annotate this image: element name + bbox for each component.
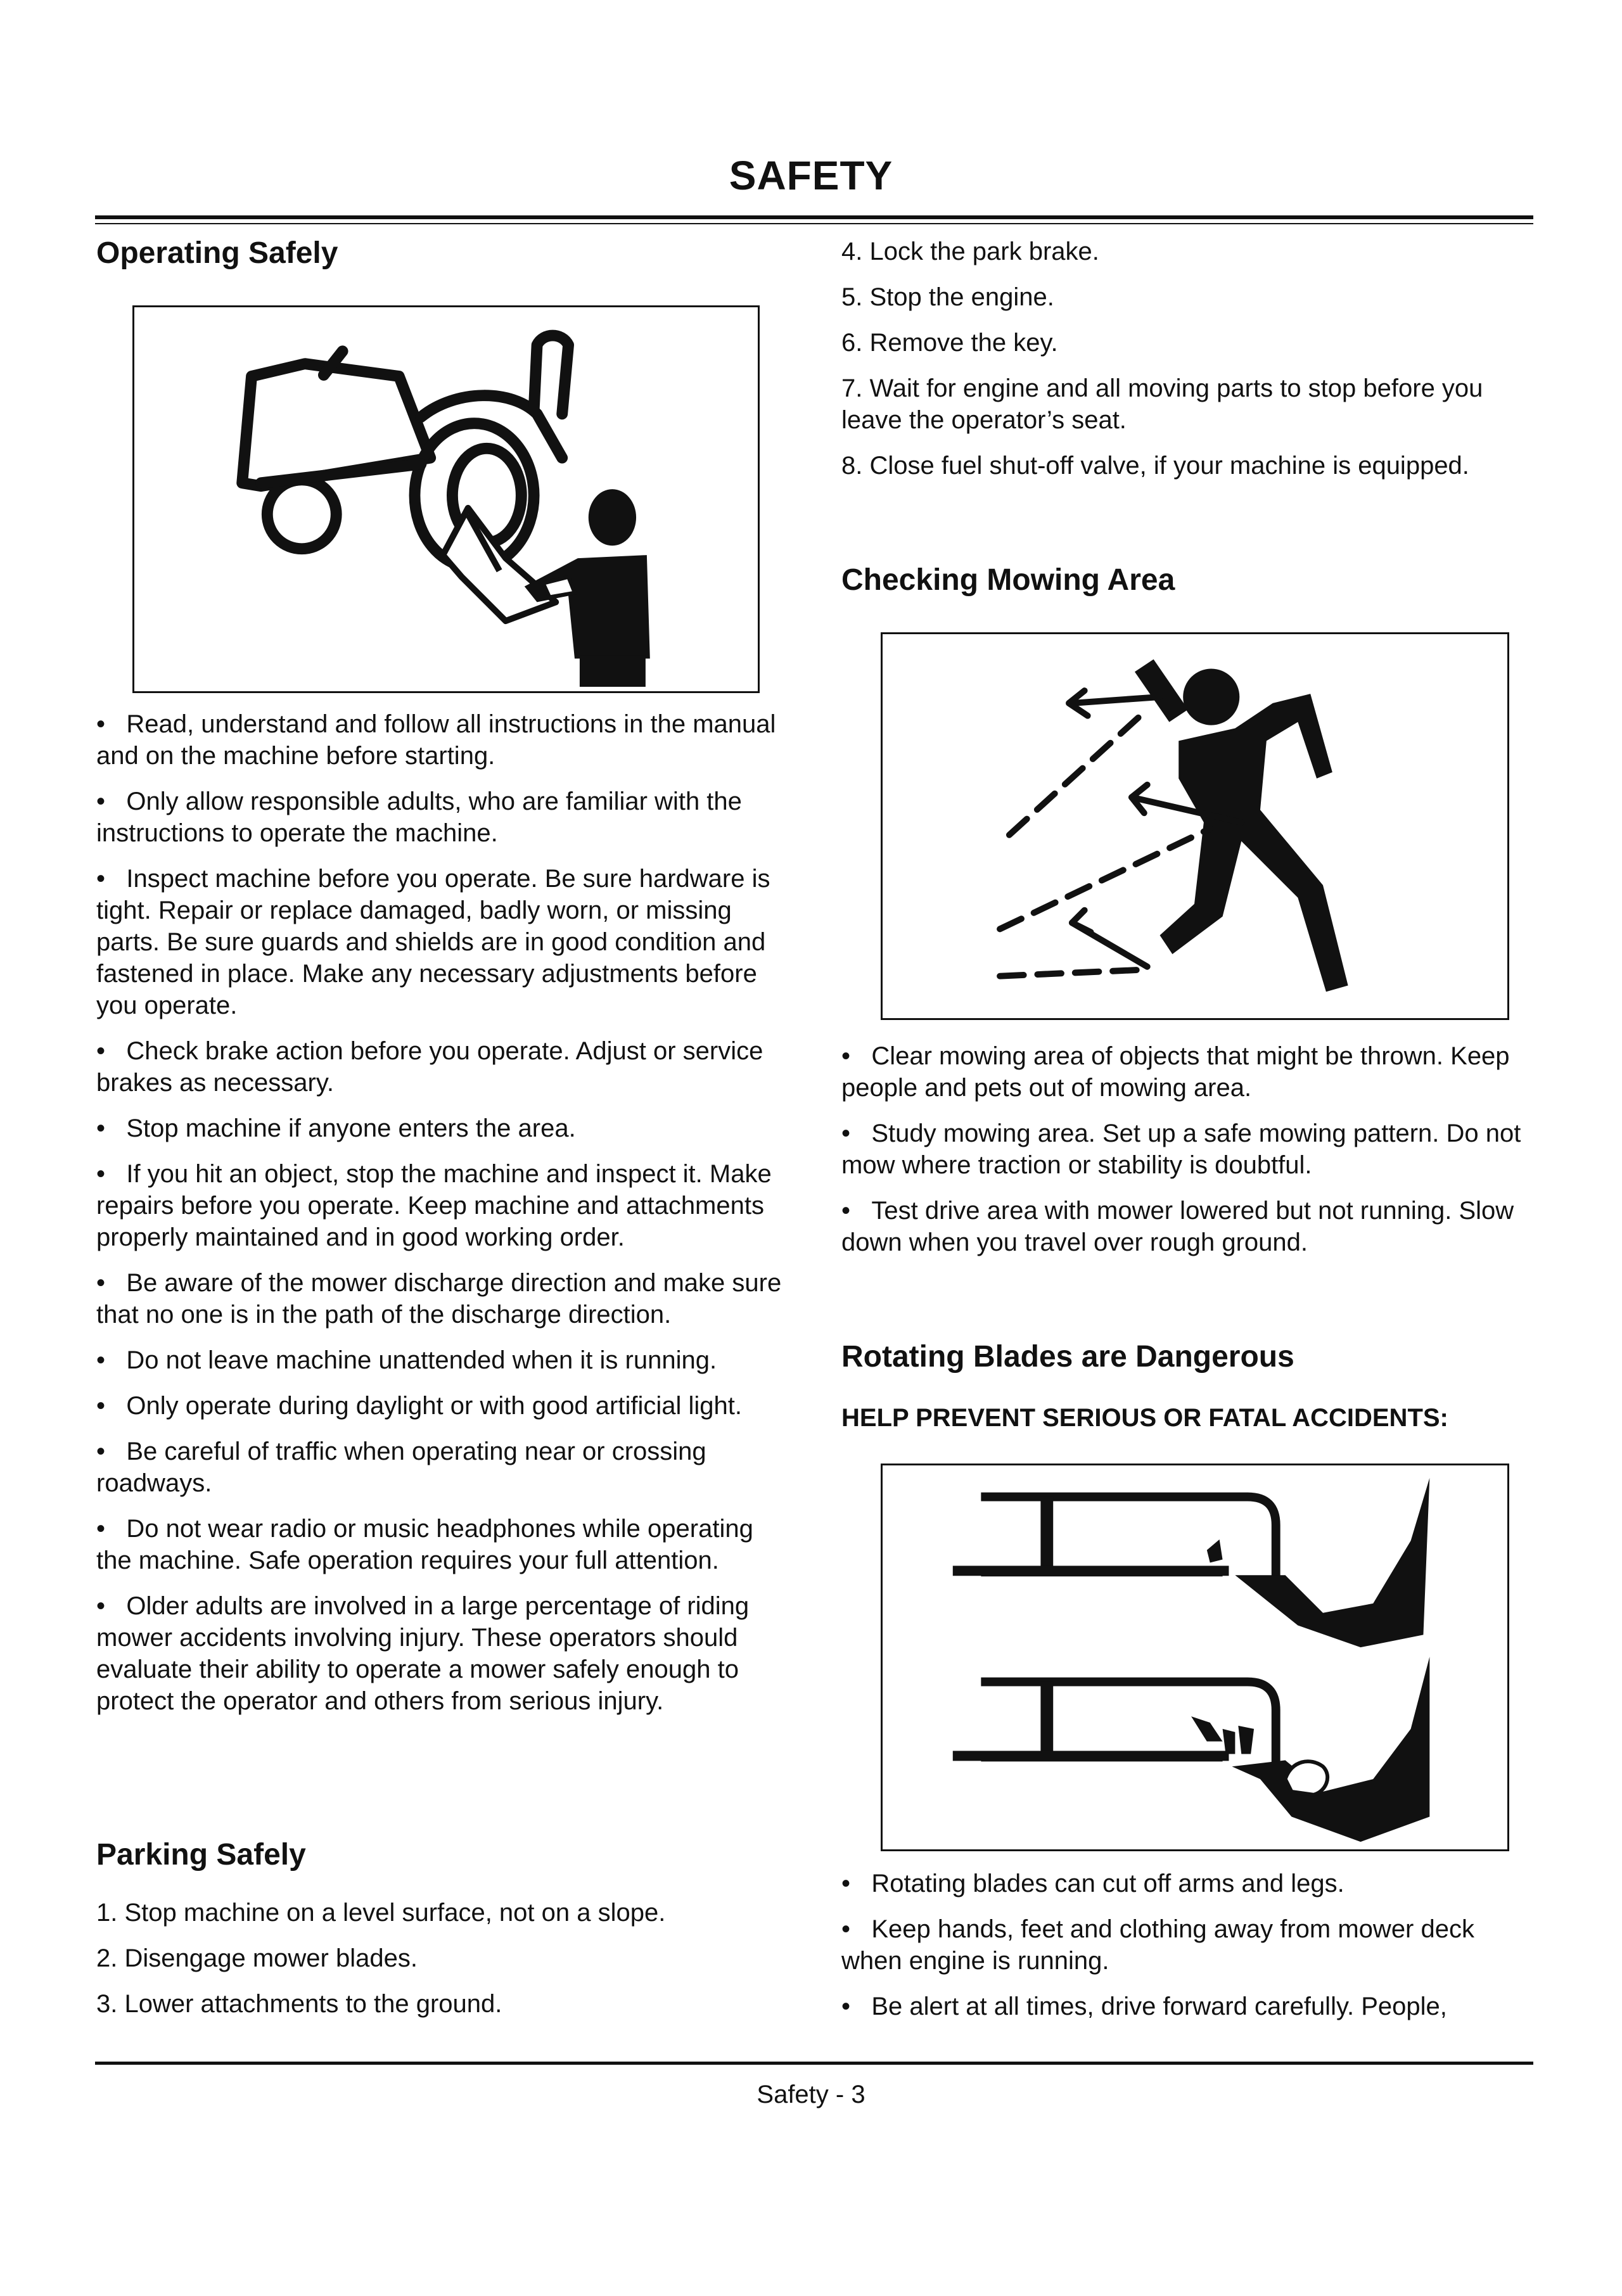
operating-bullet-list bbox=[96, 708, 787, 1731]
parking-step-list bbox=[96, 1897, 787, 2034]
list-item: • Rotating blades can cut off arms and legs. bbox=[841, 1868, 1526, 1899]
section-heading-rotating: Rotating Blades are Dangerous bbox=[841, 1340, 1294, 1374]
section-heading-parking: Parking Safely bbox=[96, 1838, 306, 1872]
thrown-objects-hazard-icon bbox=[883, 634, 1507, 1018]
list-item: • Keep hands, feet and clothing away from mower deck when engine is running. bbox=[841, 1913, 1526, 1977]
page-footer: Safety - 3 bbox=[757, 2081, 865, 2108]
parking-step-list-continued bbox=[841, 236, 1526, 495]
list-item: • Only operate during daylight or with good artificial light. bbox=[96, 1390, 787, 1422]
list-item: • Older adults are involved in a large percentage of riding mower accidents involving injury. These operators should evaluate their ability to operate a mower safely enough to protect the operator and others from serious injury. bbox=[96, 1590, 787, 1717]
list-item: 8. Close fuel shut-off valve, if your machine is equipped. bbox=[841, 452, 1469, 480]
list-item: 1. Stop machine on a level surface, not on a slope. bbox=[96, 1899, 666, 1927]
list-item: 2. Disengage mower blades. bbox=[96, 1944, 418, 1972]
rotating-bullet-list bbox=[841, 1868, 1526, 2036]
list-item: • Stop machine if anyone enters the area. bbox=[96, 1113, 787, 1144]
list-item: • Do not wear radio or music headphones while operating the machine. Safe operation requires your full attention. bbox=[96, 1513, 787, 1576]
section-heading-checking: Checking Mowing Area bbox=[841, 563, 1175, 597]
list-item: • Be alert at all times, drive forward carefully. People, bbox=[841, 1991, 1526, 2022]
list-item: 4. Lock the park brake. bbox=[841, 238, 1099, 265]
checking-bullet-list bbox=[841, 1040, 1526, 1272]
list-item: • Check brake action before you operate. Adjust or service brakes as necessary. bbox=[96, 1035, 787, 1099]
operator-reading-manual-icon bbox=[134, 307, 758, 691]
header-rule bbox=[95, 215, 1533, 219]
section-heading-operating: Operating Safely bbox=[96, 236, 338, 270]
list-item: • Be aware of the mower discharge direction and make sure that no one is in the path of the discharge direction. bbox=[96, 1267, 787, 1330]
list-item: • Inspect machine before you operate. Be sure hardware is tight. Repair or replace damaged, badly worn, or missing parts. Be sure guards and shields are in good condition and fastened in place. Make any necessary adjustments before you operate. bbox=[96, 863, 787, 1021]
list-item: • Study mowing area. Set up a safe mowing pattern. Do not mow where traction or stability is doubtful. bbox=[841, 1118, 1526, 1181]
list-item: • Test drive area with mower lowered but not running. Slow down when you travel over rough ground. bbox=[841, 1195, 1526, 1258]
rotating-subheading: HELP PREVENT SERIOUS OR FATAL ACCIDENTS: bbox=[841, 1404, 1448, 1432]
rotating-figure bbox=[881, 1464, 1509, 1851]
list-item: 7. Wait for engine and all moving parts to stop before you leave the operator’s seat. bbox=[841, 374, 1483, 434]
footer-rule bbox=[95, 2062, 1533, 2065]
list-item: 3. Lower attachments to the ground. bbox=[96, 1990, 502, 2018]
list-item: • Read, understand and follow all instructions in the manual and on the machine before starting. bbox=[96, 708, 787, 772]
blade-cutting-hazard-icon bbox=[883, 1465, 1507, 1849]
list-item: • Only allow responsible adults, who are familiar with the instructions to operate the machine. bbox=[96, 786, 787, 849]
header-rule-thin bbox=[95, 223, 1533, 224]
page-title: SAFETY bbox=[729, 153, 893, 198]
checking-figure bbox=[881, 632, 1509, 1020]
list-item: • If you hit an object, stop the machine and inspect it. Make repairs before you operate. Keep machine and attachments properly maintained and in good working order. bbox=[96, 1158, 787, 1253]
list-item: • Do not leave machine unattended when it is running. bbox=[96, 1344, 787, 1376]
operating-figure bbox=[132, 305, 760, 693]
list-item: 6. Remove the key. bbox=[841, 329, 1058, 357]
list-item: • Be careful of traffic when operating near or crossing roadways. bbox=[96, 1436, 787, 1499]
list-item: • Clear mowing area of objects that might be thrown. Keep people and pets out of mowing area. bbox=[841, 1040, 1526, 1104]
list-item: 5. Stop the engine. bbox=[841, 283, 1054, 311]
